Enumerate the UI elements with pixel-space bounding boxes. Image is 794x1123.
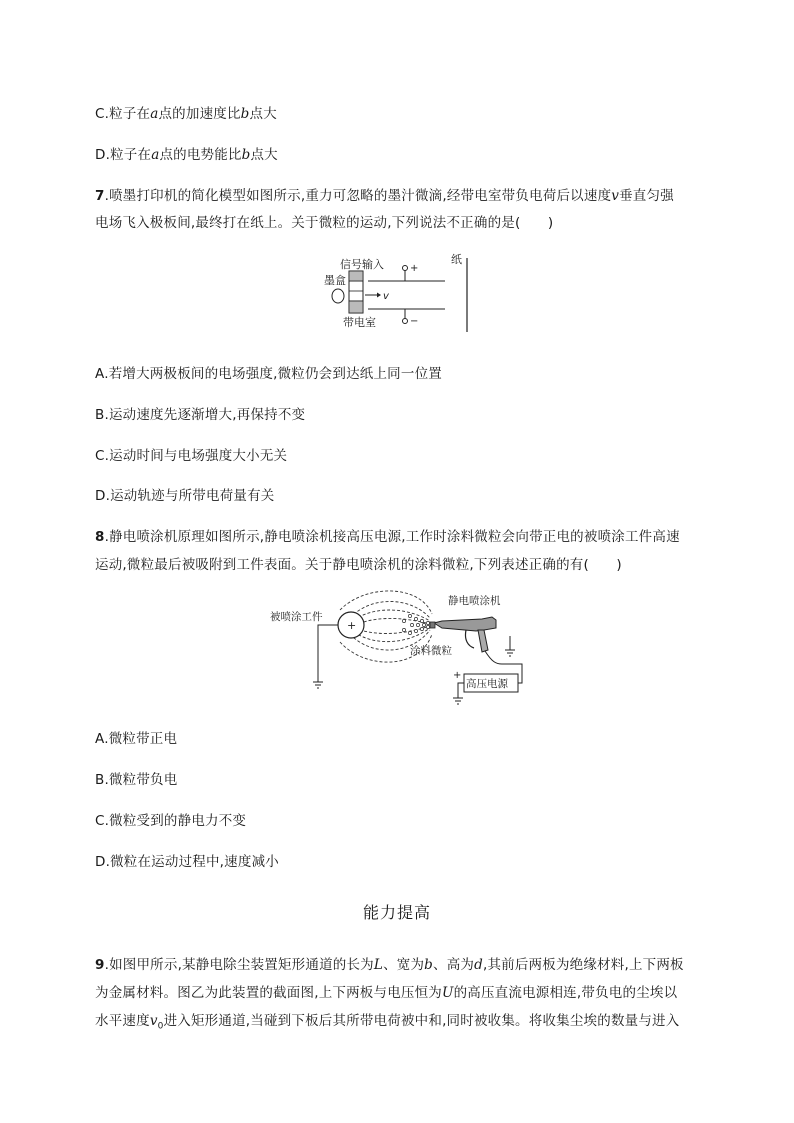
charging-chamber-label: 带电室	[343, 316, 376, 329]
section-title: 能力提高	[362, 903, 431, 922]
text: .喷墨打印机的简化模型如图所示,重力可忽略的墨汁微滴,经带电室带负电荷后以速度	[104, 188, 612, 204]
var-L: L	[373, 957, 384, 973]
var-b: b	[240, 106, 250, 122]
sprayer-label: 静电喷涂机	[448, 595, 501, 607]
q7-option-d: D.运动轨迹与所带电荷量有关	[95, 488, 275, 504]
ink-drop-shape	[332, 289, 344, 303]
electrostatic-sprayer-figure	[270, 590, 532, 708]
q8-stem-line2: 运动,微粒最后被吸附到工件表面。关于静电喷涂机的涂料微粒,下列表述正确的有( )	[95, 557, 622, 573]
text: 、高为	[433, 957, 475, 973]
text: 进入矩形通道,当碰到下板后其所带电荷被中和,同时被收集。将收集尘埃的数量与进入	[163, 1013, 680, 1029]
workpiece-label: 被喷涂工件	[270, 611, 323, 623]
q7-stem-line2: 电场飞入极板间,最终打在纸上。关于微粒的运动,下列说法不正确的是( )	[95, 215, 554, 231]
text: .如图甲所示,某静电除尘装置矩形通道的长为	[104, 957, 374, 973]
text: ,其前后两板为绝缘材料,上下两板	[482, 957, 684, 973]
q7-option-c: C.运动时间与电场强度大小无关	[95, 448, 288, 464]
text: D.粒子在	[95, 147, 152, 163]
var-b: b	[424, 957, 434, 973]
text: 的高压直流电源相连,带负电的尘埃以	[453, 985, 678, 1001]
subscript: 0	[157, 1021, 164, 1032]
q9-stem-line2	[95, 981, 677, 1001]
text: C.粒子在	[95, 106, 151, 122]
power-supply-label: 高压电源	[466, 678, 508, 690]
text: 垂直匀强	[619, 188, 674, 204]
var-b: b	[241, 147, 251, 163]
plus-terminal: +	[410, 263, 419, 274]
paper-label: 纸	[451, 253, 462, 266]
q8-option-a: A.微粒带正电	[95, 731, 178, 747]
velocity-label: v	[383, 291, 389, 302]
minus-terminal: −	[410, 316, 419, 327]
var-d: d	[474, 957, 483, 973]
particles-label: 涂料微粒	[410, 645, 452, 657]
text: .静电喷涂机原理如图所示,静电喷涂机接高压电源,工作时涂料微粒会向带正电的被喷涂工件高速	[104, 529, 680, 545]
power-plus: +	[453, 670, 462, 681]
question-number: 8	[95, 529, 105, 545]
text: 、宽为	[383, 957, 425, 973]
text: 点大	[249, 106, 277, 122]
ink-box-label: 墨盒	[324, 274, 346, 287]
question-number: 7	[95, 188, 105, 204]
q9-stem-line3	[95, 1009, 679, 1032]
q8-option-c: C.微粒受到的静电力不变	[95, 813, 247, 829]
q9-stem-line1	[95, 953, 684, 973]
inkjet-printer-figure	[318, 250, 478, 334]
q7-option-a: A.若增大两极板间的电场强度,微粒仍会到达纸上同一位置	[95, 366, 442, 382]
q6-option-c	[95, 102, 277, 122]
workpiece-plus: +	[347, 619, 357, 632]
var-v0: v	[149, 1013, 158, 1029]
var-U: U	[442, 985, 454, 1001]
var-a: a	[151, 147, 160, 163]
text: 水平速度	[95, 1013, 150, 1029]
q8-option-b: B.微粒带负电	[95, 772, 178, 788]
q8-stem-line1	[95, 525, 680, 545]
q6-option-d	[95, 143, 278, 163]
q8-option-d: D.微粒在运动过程中,速度减小	[95, 854, 279, 870]
signal-input-label: 信号输入	[340, 258, 384, 271]
text: 点的电势能比	[159, 147, 242, 163]
question-number: 9	[95, 957, 105, 973]
q7-option-b: B.运动速度先逐渐增大,再保持不变	[95, 407, 306, 423]
text: 为金属材料。图乙为此装置的截面图,上下两板与电压恒为	[95, 985, 442, 1001]
q7-stem-line1	[95, 184, 674, 204]
text: 点大	[250, 147, 278, 163]
var-v: v	[611, 188, 620, 204]
text: 点的加速度比	[158, 106, 241, 122]
var-a: a	[150, 106, 159, 122]
